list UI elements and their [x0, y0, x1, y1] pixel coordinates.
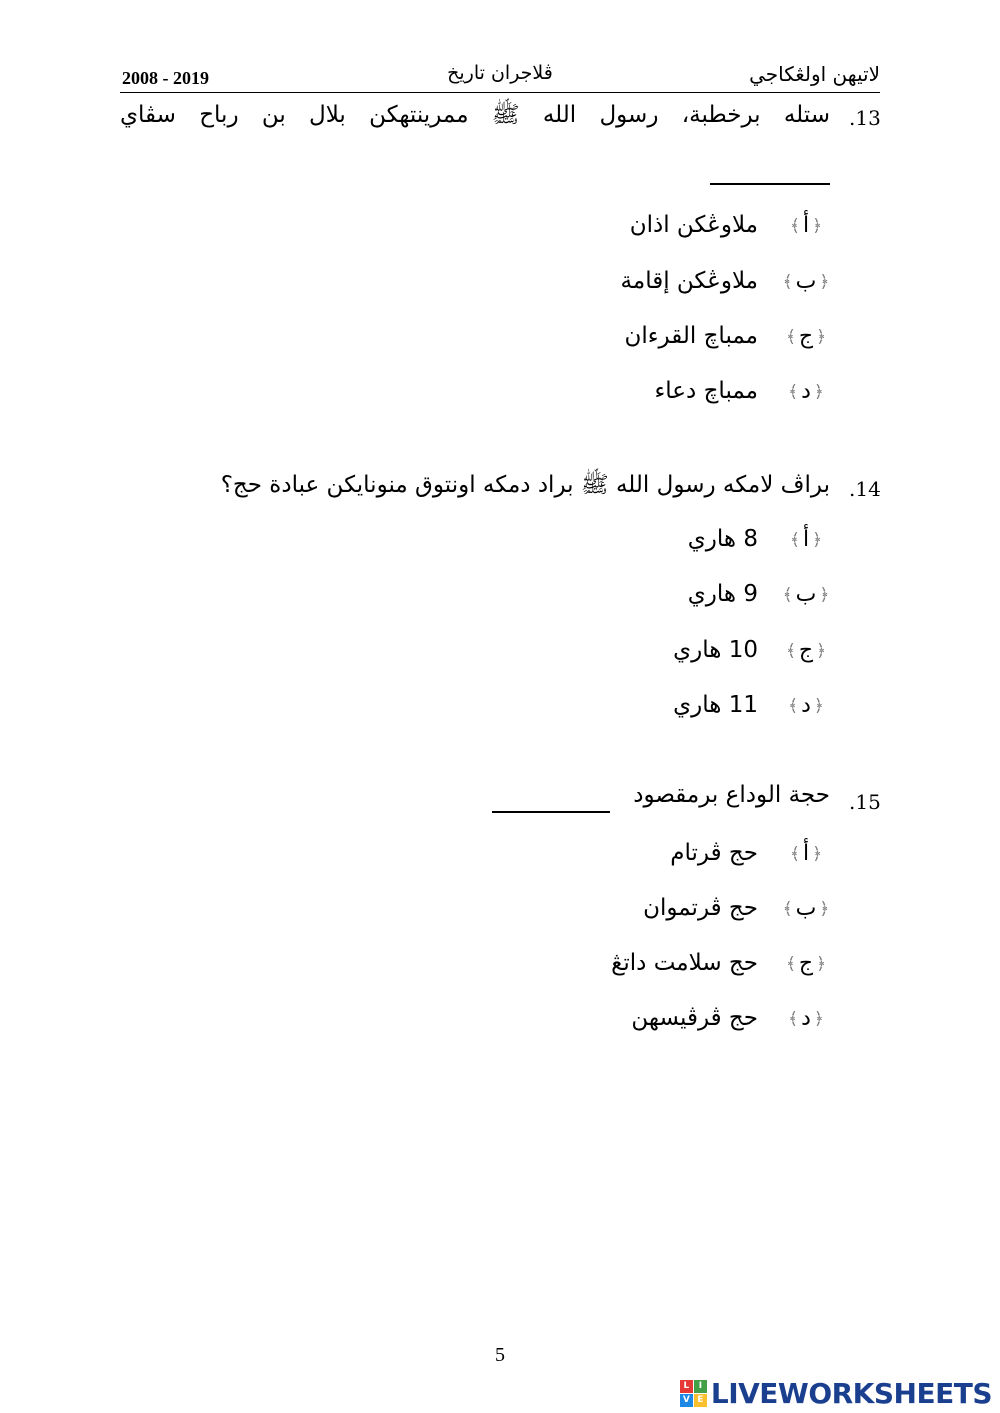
option-label-bracket: ﴿ أ ﴾ — [789, 212, 823, 238]
option-text: ممباچ دعاء — [654, 378, 758, 404]
option-label-bracket: ﴿ د ﴾ — [788, 378, 824, 404]
header-years: 2008 - 2019 — [122, 68, 209, 88]
option-label-bracket: ﴿ أ ﴾ — [789, 526, 823, 552]
option-text: 10 هاري — [673, 637, 758, 663]
option-text: حج ڤرڤيسهن — [631, 1005, 758, 1031]
watermark-text: LIVEWORKSHEETS — [710, 1376, 992, 1410]
option-text: ملاوڠكن اذان — [629, 212, 758, 238]
question-13-number: .13 — [849, 106, 881, 130]
q14-option-c[interactable] — [673, 632, 830, 668]
q15-option-d[interactable] — [631, 1000, 830, 1036]
question-14-text: براڤ لامكه رسول الله ﷺ براد دمكه اونتوق منونايكن عبادة حج؟ — [220, 472, 830, 498]
question-14-number: .14 — [849, 477, 881, 501]
q13-option-a[interactable] — [630, 207, 830, 243]
option-text: حج ڤرتموان — [643, 895, 758, 921]
option-label-bracket: ﴿ ب ﴾ — [782, 581, 830, 607]
q14-option-a[interactable] — [688, 521, 830, 557]
q13-option-c[interactable] — [624, 318, 830, 354]
option-text: حج ڤرتام — [670, 840, 758, 866]
question-15-text: حجة الوداع برمقصود — [633, 782, 830, 808]
option-label-bracket: ﴿ ج ﴾ — [785, 950, 827, 976]
logo-tile: V — [680, 1394, 693, 1407]
question-13-text: ستله برخطبة، رسول الله ﷺ ممرينتهكن بلال بن رباح سڤاي — [120, 102, 830, 128]
option-label-bracket: ﴿ ج ﴾ — [785, 637, 827, 663]
option-text: حج سلامت داتڠ — [611, 950, 758, 976]
option-label-bracket: ﴿ ب ﴾ — [782, 268, 830, 294]
option-text: 9 هاري — [687, 581, 758, 607]
header-subject: ڤلاجران تاريخ — [447, 62, 553, 84]
option-label-bracket: ﴿ د ﴾ — [788, 1005, 824, 1031]
option-text: 8 هاري — [687, 526, 758, 552]
q15-option-b[interactable] — [643, 890, 830, 926]
option-text: ممباچ القرءان — [624, 323, 758, 349]
q15-option-c[interactable] — [611, 945, 830, 981]
logo-tile: I — [694, 1380, 707, 1393]
question-15-number: .15 — [849, 790, 881, 814]
q15-option-a[interactable] — [670, 835, 830, 871]
liveworksheets-watermark — [680, 1376, 992, 1410]
option-label-bracket: ﴿ أ ﴾ — [789, 840, 823, 866]
q13-option-b[interactable] — [621, 263, 830, 299]
header-title: لاتيهن اولڠكاجي — [749, 62, 880, 86]
option-label-bracket: ﴿ د ﴾ — [788, 692, 824, 718]
option-text: ملاوڠكن إقامة — [620, 268, 758, 294]
liveworksheets-logo-icon — [680, 1380, 707, 1407]
q14-option-b[interactable] — [688, 576, 830, 612]
page-number: 5 — [495, 1344, 505, 1366]
option-label-bracket: ﴿ ج ﴾ — [785, 323, 827, 349]
question-13-answer-blank[interactable] — [710, 183, 830, 185]
question-15-answer-blank[interactable] — [492, 811, 610, 813]
option-label-bracket: ﴿ ب ﴾ — [782, 895, 830, 921]
q13-option-d[interactable] — [654, 373, 830, 409]
q14-option-d[interactable] — [673, 687, 830, 723]
logo-tile: L — [680, 1380, 693, 1393]
page-header — [120, 58, 880, 93]
option-text: 11 هاري — [673, 692, 758, 718]
logo-tile: E — [694, 1394, 707, 1407]
